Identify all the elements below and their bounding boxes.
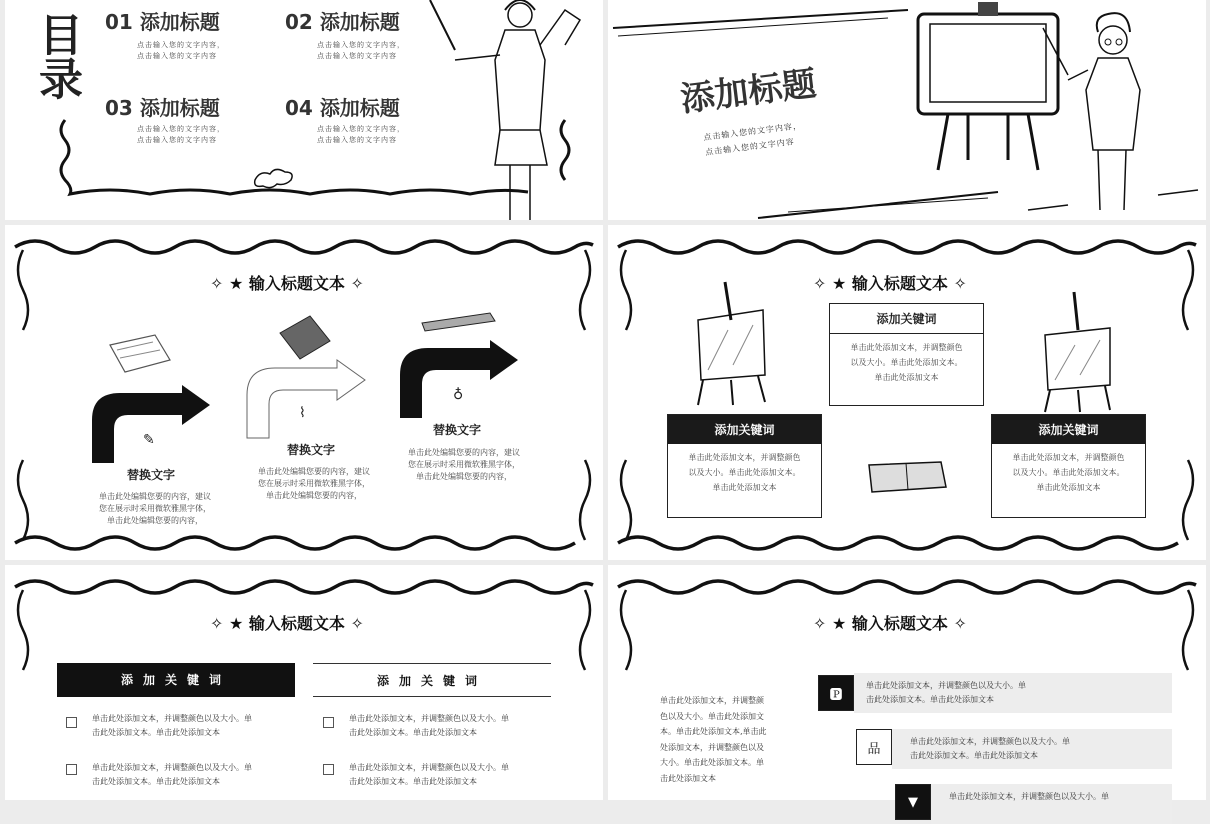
slide-title[interactable] xyxy=(608,0,1206,220)
step-3-text: 单击此处编辑您要的内容，建议 您在展示时采用微软雅黑字体， 单击此处编辑您要的内容， xyxy=(408,448,520,481)
org-chart-icon[interactable]: 品 xyxy=(856,729,892,765)
toc-title: 目录 xyxy=(31,12,82,100)
keyword-box-right[interactable]: 添加关键词 单击此处添加文本，并调整颜色 以及大小。单击此处添加文本。 单击此处添加文本 xyxy=(991,414,1146,518)
teacher-board-illustration xyxy=(908,0,1198,220)
slide-keywords[interactable] xyxy=(608,225,1206,560)
toc-item-4-title[interactable]: 04 添加标题 xyxy=(285,96,400,120)
slide6-heading: ✧ ★ 输入标题文本 ✧ xyxy=(813,614,967,633)
step-2-text: 单击此处编辑您要的内容，建议 您在展示时采用微软雅黑字体， 单击此处编辑您要的内容， xyxy=(258,467,370,500)
slide4-heading: ✧ ★ 输入标题文本 ✧ xyxy=(813,274,967,293)
easel-left-sketch xyxy=(693,280,773,405)
keyword-box-top[interactable]: 添加关键词 单击此处添加文本，并调整颜色 以及大小。单击此处添加文本。 单击此处添加文本 xyxy=(829,303,984,406)
teacher-woman-illustration xyxy=(425,0,585,220)
table-2-header: 添加关键词 xyxy=(313,663,551,697)
table-2-row-2: 单击此处添加文本，并调整颜色以及大小。单 击此处添加文本。单击此处添加文本 xyxy=(349,763,509,786)
arrow-3-solid xyxy=(398,340,523,420)
step-3-label: 替换文字 xyxy=(433,423,482,437)
slide3-heading: ✧ ★ 输入标题文本 ✧ xyxy=(210,274,364,293)
document-icon[interactable]: 🅿 xyxy=(818,675,854,711)
arrow-1-solid xyxy=(90,385,215,465)
pencil-icon: ✎ xyxy=(143,432,155,448)
table-1-row-1: 单击此处添加文本，并调整颜色以及大小。单 击此处添加文本。单击此处添加文本 xyxy=(92,714,252,737)
slide2-title: 添加标题 xyxy=(678,63,819,121)
checkbox-icon[interactable] xyxy=(66,717,77,728)
checkbox-icon[interactable] xyxy=(323,764,334,775)
step-1-label: 替换文字 xyxy=(127,468,176,482)
checkbox-icon[interactable] xyxy=(66,764,77,775)
filter-icon[interactable]: ▼ xyxy=(895,784,931,820)
toc-item-3-title[interactable]: 03 添加标题 xyxy=(105,96,220,120)
icon-row-1: 单击此处添加文本，并调整颜色以及大小。单 击此处添加文本。单击此处添加文本 xyxy=(854,673,1172,713)
arrow-2-outline xyxy=(245,360,370,440)
slide-arrows[interactable] xyxy=(5,225,603,560)
keyword-box-left[interactable]: 添加关键词 单击此处添加文本，并调整颜色 以及大小。单击此处添加文本。 单击此处添加文本 xyxy=(667,414,822,518)
slide6-left-text: 单击此处添加文本，并调整颜 色以及大小。单击此处添加文 本。单击此处添加文本,单击此 处添加文本，并调整颜色以及 大小。单击此处添加文本。单 击此处添加文本 xyxy=(660,696,767,783)
slide-checklists[interactable] xyxy=(5,565,603,800)
toc-item-2-title[interactable]: 02 添加标题 xyxy=(285,10,400,34)
toc-item-4-sub: 点击输入您的文字内容， 点击输入您的文字内容 xyxy=(317,125,405,144)
icon-row-2: 单击此处添加文本，并调整颜色以及大小。单 击此处添加文本。单击此处添加文本 xyxy=(892,729,1172,769)
clipboard-sketch xyxy=(105,330,175,375)
easel-right-sketch xyxy=(1040,290,1120,415)
checkbox-icon[interactable] xyxy=(323,717,334,728)
paperclip-icon: ⌇ xyxy=(299,405,306,421)
slide-icon-list[interactable] xyxy=(608,565,1206,810)
toc-item-1-sub: 点击输入您的文字内容， 点击输入您的文字内容 xyxy=(137,41,225,60)
eraser-sketch xyxy=(866,457,951,497)
table-1-row-2: 单击此处添加文本，并调整颜色以及大小。单 击此处添加文本。单击此处添加文本 xyxy=(92,763,252,786)
step-1-text: 单击此处编辑您要的内容，建议 您在展示时采用微软雅黑字体， 单击此处编辑您要的内容， xyxy=(99,492,211,525)
toc-item-3-sub: 点击输入您的文字内容， 点击输入您的文字内容 xyxy=(137,125,225,144)
lightbulb-icon: ♁ xyxy=(453,387,464,403)
stick-sketch xyxy=(420,309,500,334)
slide5-heading: ✧ ★ 输入标题文本 ✧ xyxy=(210,614,364,633)
slide2-subtitle: 点击输入您的文字内容， 点击输入您的文字内容 xyxy=(702,121,803,157)
book-sketch xyxy=(275,313,335,363)
step-2-label: 替换文字 xyxy=(287,443,336,457)
icon-row-3: 单击此处添加文本，并调整颜色以及大小。单 xyxy=(931,784,1172,824)
table-1-header: 添加关键词 xyxy=(57,663,295,697)
table-2-row-1: 单击此处添加文本，并调整颜色以及大小。单 击此处添加文本。单击此处添加文本 xyxy=(349,714,509,737)
slide-toc[interactable] xyxy=(5,0,603,220)
toc-item-2-sub: 点击输入您的文字内容， 点击输入您的文字内容 xyxy=(317,41,405,60)
toc-item-1-title[interactable]: 01 添加标题 xyxy=(105,10,220,34)
